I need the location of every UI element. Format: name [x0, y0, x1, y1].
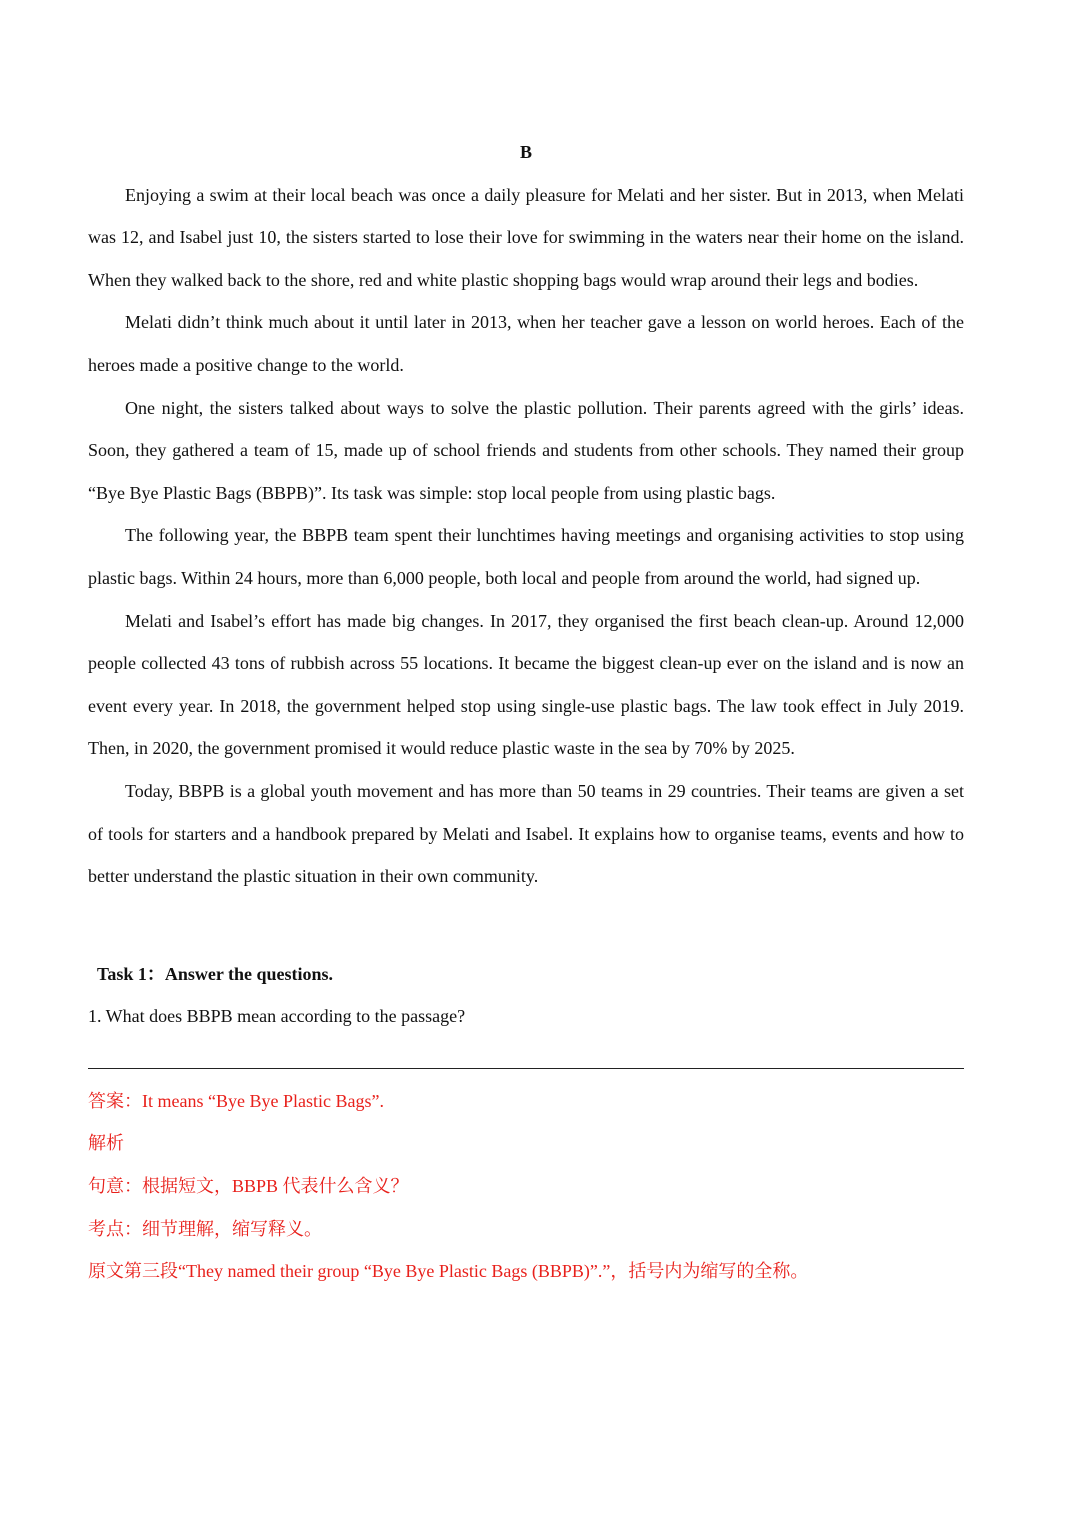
analysis-label: 解析: [88, 1133, 124, 1154]
sentence-meaning: 句意：根据短文，BBPB 代表什么含义？: [88, 1176, 409, 1197]
passage-paragraph-3: One night, the sisters talked about ways to solve the plastic pollution. Their parents agreed with the girls’ ideas. Soon, they gathered a team of 15, made up of school friends and students from other schools. They named their group “Bye Bye Plastic Bags (BBPB)”. Its task was simple: stop local people from using plastic bags.: [88, 397, 964, 503]
passage: [88, 174, 964, 898]
answer-text: 答案：It means “Bye Bye Plastic Bags”.: [88, 1090, 384, 1111]
test-point: 考点：细节理解，缩写释义。: [88, 1218, 322, 1239]
passage-paragraph-4: The following year, the BBPB team spent their lunchtimes having meetings and organising activities to stop using plastic bags. Within 24 hours, more than 6,000 people, both local and people from around the world, had signed up.: [88, 525, 964, 588]
task-heading: Task 1：Answer the questions.: [97, 963, 334, 984]
evidence-text: 原文第三段“They named their group “Bye Bye Plastic Bags (BBPB)”.”，括号内为缩写的全称。: [88, 1261, 809, 1282]
passage-paragraph-1: Enjoying a swim at their local beach was once a daily pleasure for Melati and her sister. But in 2013, when Melati was 12, and Isabel just 10, the sisters started to lose their love for swimming in the waters near their home on the island. When they walked back to the shore, red and white plastic shopping bags would wrap around their legs and bodies.: [88, 184, 964, 290]
passage-paragraph-6: Today, BBPB is a global youth movement and has more than 50 teams in 29 countries. Their teams are given a set of tools for starters and a handbook prepared by Melati and Isabel. It explains how to organise teams, events and how to better understand the plastic situation in their own community.: [88, 780, 964, 887]
passage-paragraph-5: Melati and Isabel’s effort has made big changes. In 2017, they organised the first beach clean-up. Around 12,000 people collected 43 tons of rubbish across 55 locations. It became the biggest clean-up ever on the island and is now an event every year. In 2018, the government helped stop using single-use plastic bags. The law took effect in July 2019. Then, in 2020, the government promised it would reduce plastic waste in the sea by 70% by 2025.: [88, 610, 964, 759]
section-title: B: [519, 142, 532, 162]
passage-paragraph-2: Melati didn’t think much about it until later in 2013, when her teacher gave a lesson on world heroes. Each of the heroes made a positive change to the world.: [88, 312, 964, 375]
answer-block: [88, 1080, 964, 1293]
question-1: 1. What does BBPB mean according to the passage?: [88, 1006, 466, 1027]
answer-line: [88, 1068, 964, 1069]
document-content: [88, 131, 964, 1293]
